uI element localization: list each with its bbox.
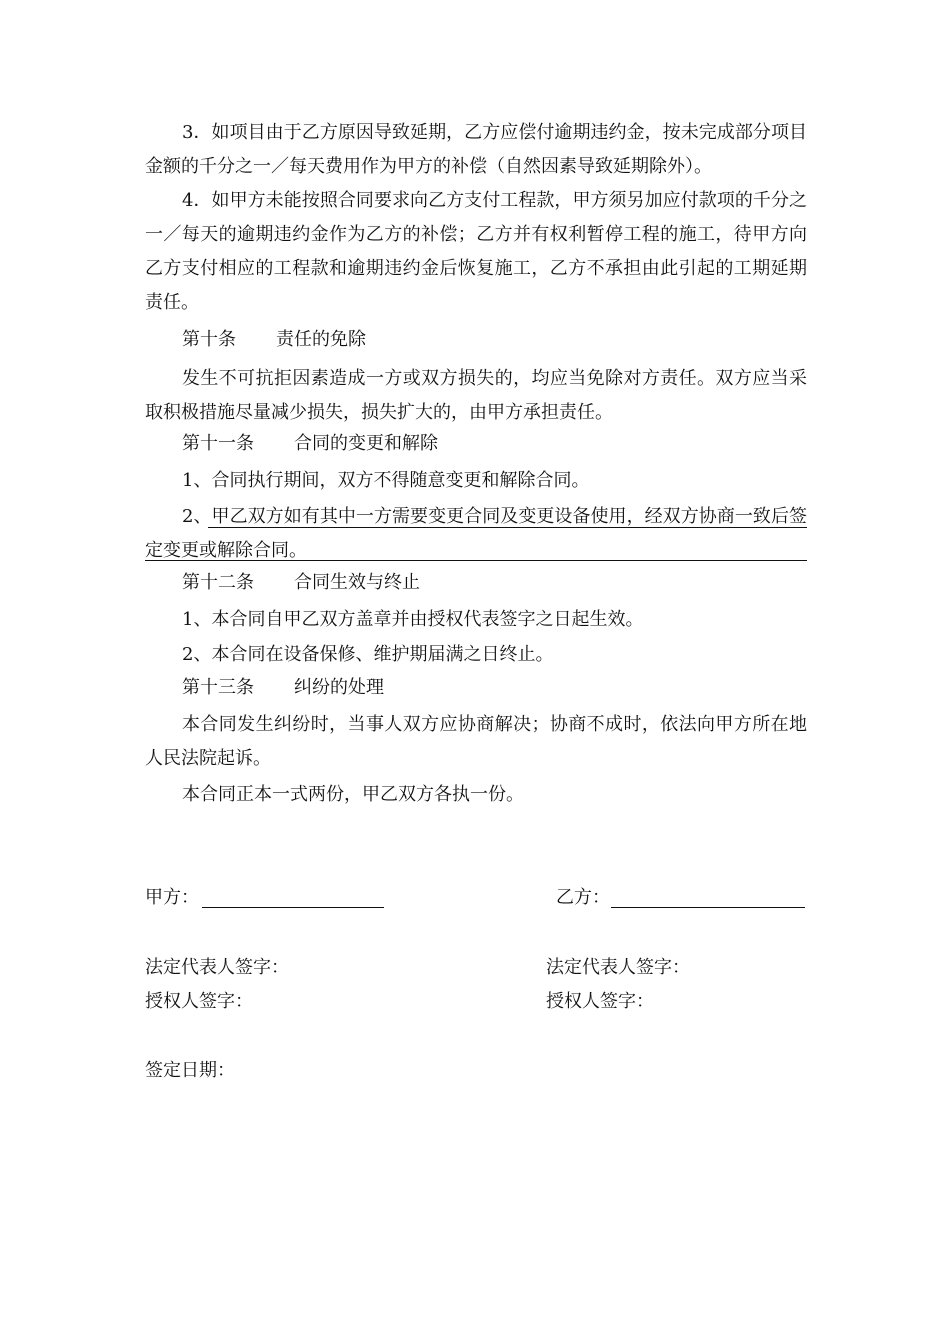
authorized-b-label: 授权人签字： [546,991,654,1012]
party-b-label: 乙方： [556,887,610,908]
article-13-title: 纠纷的处理 [294,677,384,698]
article-11-item-1: 1、合同执行期间，双方不得随意变更和解除合同。 [182,470,590,491]
article-12-item-2: 2、本合同在设备保修、维护期届满之日终止。 [182,644,554,665]
clause-item-3: 3．如项目由于乙方原因导致延期，乙方应偿付逾期违约金，按未完成部分项目金额的千分之一／每天费用作为甲方的补偿（自然因素导致延期除外）。 [145,122,807,177]
article-13-heading [182,676,384,700]
clause-item-4: 4．如甲方未能按照合同要求向乙方支付工程款，甲方须另加应付款项的千分之一／每天的逾期违约金作为乙方的补偿；乙方并有权利暂停工程的施工，待甲方向乙方支付相应的工程款和逾期违约金后恢复施工，乙方不承担由此引起的工期延期责任。 [145,190,807,313]
article-11-item-2: 2、甲乙双方如有其中一方需要变更合同及变更设备使用，经双方协商一致后签定变更或解除合同。 [145,506,807,561]
article-11-title: 合同的变更和解除 [294,433,438,454]
article-13-body: 本合同发生纠纷时，当事人双方应协商解决；协商不成时，依法向甲方所在地人民法院起诉。 [145,714,807,769]
article-12-title: 合同生效与终止 [294,572,420,593]
party-b-signature-line[interactable] [611,907,805,908]
copies-statement: 本合同正本一式两份，甲乙双方各执一份。 [182,784,524,805]
legal-rep-a-label: 法定代表人签字： [145,957,289,978]
underline-row-1 [208,527,807,528]
article-10-body: 发生不可抗拒因素造成一方或双方损失的，均应当免除对方责任。双方应当采取积极措施尽量减少损失，损失扩大的，由甲方承担责任。 [145,368,807,423]
article-13-number: 第十三条 [182,677,254,698]
article-11-heading [182,432,438,456]
article-12-heading [182,571,420,595]
article-12-number: 第十二条 [182,572,254,593]
article-11-number: 第十一条 [182,433,254,454]
legal-rep-b-label: 法定代表人签字： [546,957,690,978]
party-a-signature-line[interactable] [202,907,384,908]
party-a-label: 甲方： [145,887,199,908]
sign-date-label: 签定日期： [145,1060,235,1081]
underline-row-2 [145,560,807,561]
article-10-title: 责任的免除 [276,329,366,350]
article-10-heading [182,328,366,352]
article-12-item-1: 1、本合同自甲乙双方盖章并由授权代表签字之日起生效。 [182,609,644,630]
article-10-number: 第十条 [182,329,236,350]
authorized-a-label: 授权人签字： [145,991,253,1012]
